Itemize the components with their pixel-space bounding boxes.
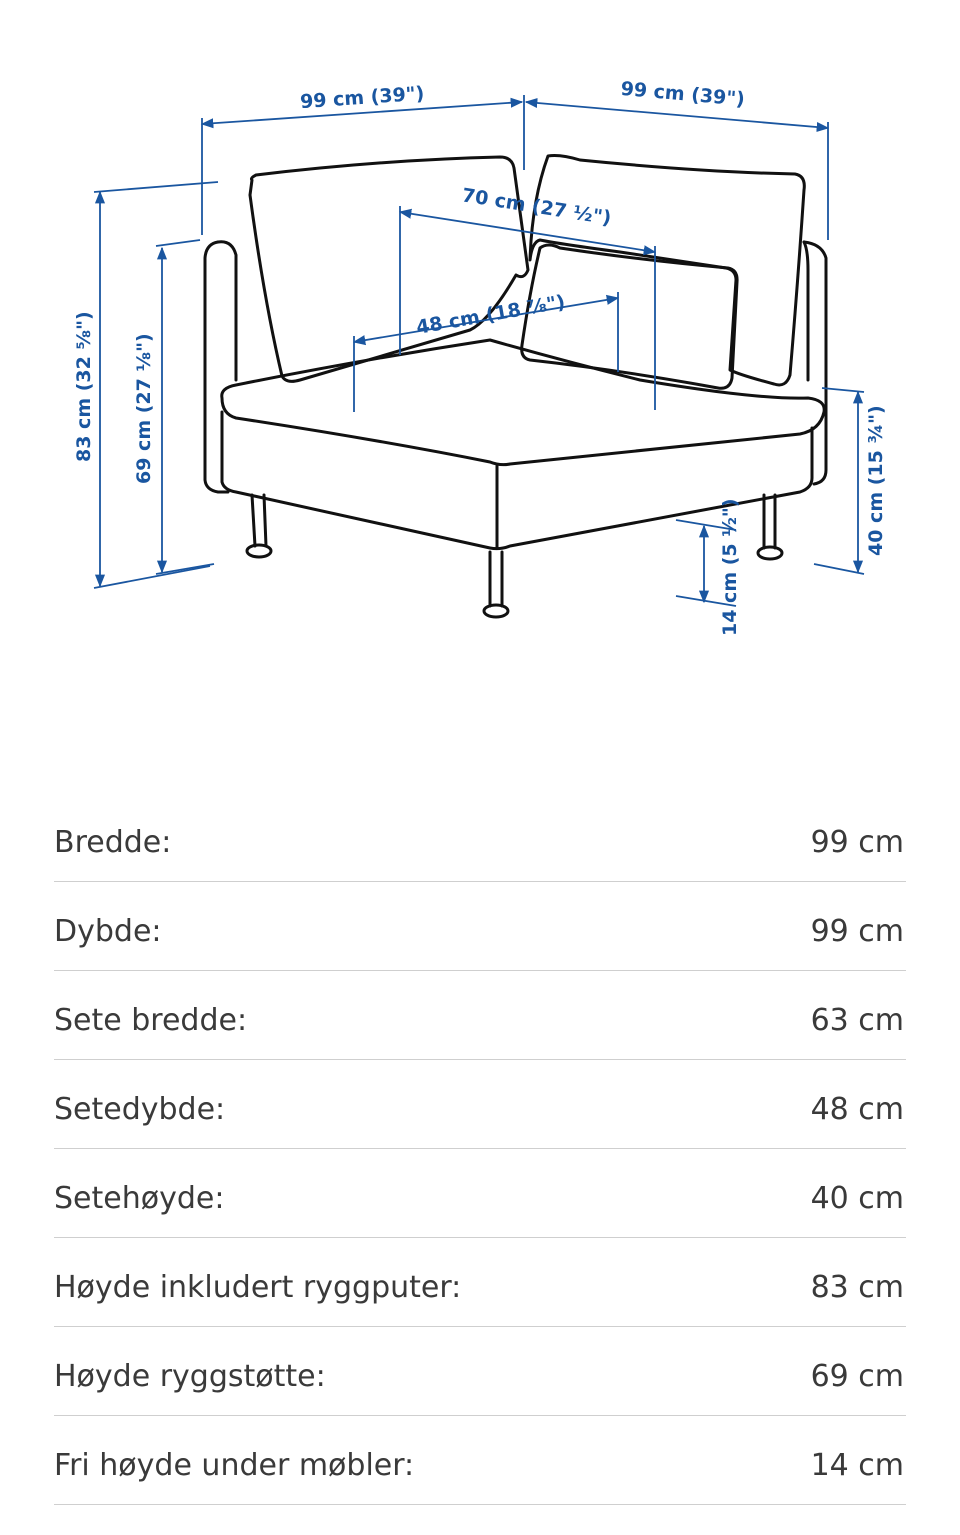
- dimensions-table: [54, 794, 906, 1505]
- spec-row-seat-width: [54, 971, 906, 1060]
- spec-row-height-with-cushions: [54, 1238, 906, 1327]
- spec-row-seat-height: [54, 1149, 906, 1238]
- label-leg-height: 14 cm (5 ½"): [719, 498, 741, 636]
- spec-label: Sete bredde:: [54, 1002, 248, 1038]
- spec-label: Bredde:: [54, 825, 172, 860]
- label-width-right: 99 cm (39"): [619, 77, 746, 111]
- spec-value: 69 cm: [810, 1358, 904, 1394]
- spec-value: 48 cm: [810, 1091, 904, 1127]
- spec-value: 40 cm: [810, 1180, 904, 1216]
- label-back-height: 69 cm (27 ⅛"): [133, 333, 155, 484]
- spec-label: Fri høyde under møbler:: [54, 1447, 415, 1483]
- label-back-cushion-inner: 70 cm (27 ½"): [460, 184, 613, 230]
- label-seat-depth: 48 cm (18 ⅞"): [414, 291, 567, 339]
- spec-row-depth: [54, 882, 906, 971]
- spec-value: 99 cm: [810, 913, 904, 949]
- spec-label: Dybde:: [54, 913, 162, 949]
- spec-label: Setehøyde:: [54, 1180, 225, 1216]
- spec-value: 14 cm: [810, 1447, 904, 1483]
- spec-label: Høyde inkludert ryggputer:: [54, 1269, 462, 1305]
- spec-label: Høyde ryggstøtte:: [54, 1358, 326, 1394]
- label-total-height: 83 cm (32 ⅝"): [73, 311, 95, 462]
- spec-value: 99 cm: [810, 825, 904, 860]
- spec-label: Setedybde:: [54, 1091, 226, 1127]
- label-width-left: 99 cm (39"): [299, 82, 426, 114]
- spec-row-seat-depth: [54, 1060, 906, 1149]
- label-seat-height: 40 cm (15 ¾"): [865, 405, 887, 556]
- spec-value: 63 cm: [810, 1002, 904, 1038]
- spec-row-backrest-height: [54, 1327, 906, 1416]
- sofa-dimension-diagram: [0, 0, 960, 700]
- spec-row-width: [54, 794, 906, 882]
- spec-row-clearance: [54, 1416, 906, 1505]
- spec-value: 83 cm: [810, 1269, 904, 1305]
